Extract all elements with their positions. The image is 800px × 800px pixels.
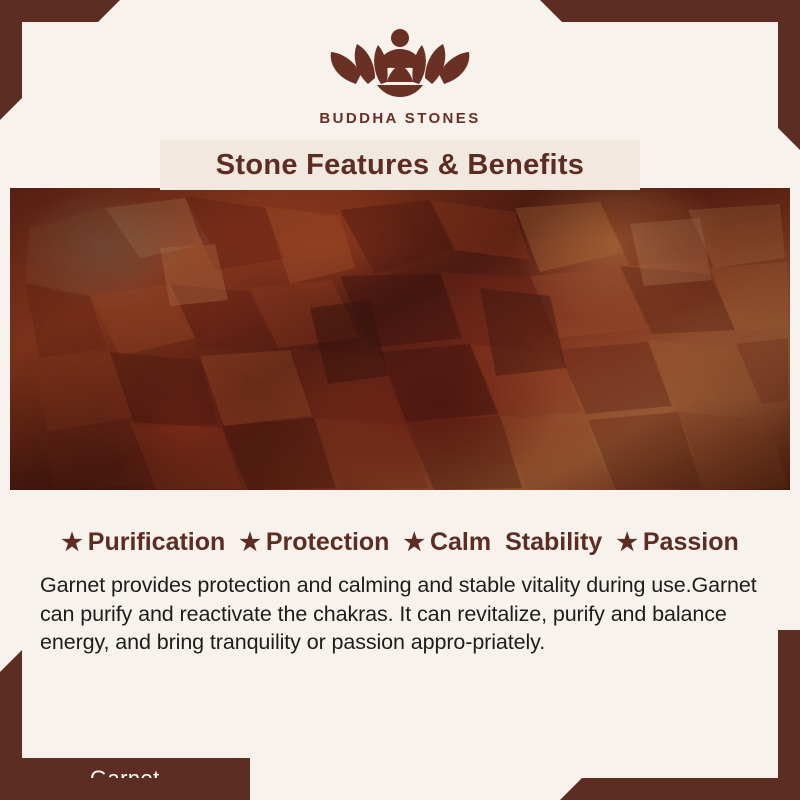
benefit-keyword	[239, 528, 389, 557]
benefit-keyword-label: Stability	[505, 528, 603, 556]
page-title: Stone Features & Benefits	[215, 148, 585, 181]
title-band	[160, 140, 640, 190]
brand-name: BUDDHA STONES	[319, 110, 481, 127]
brand-logo	[319, 22, 480, 127]
star-icon: ★	[616, 529, 638, 556]
star-icon: ★	[403, 529, 425, 556]
lotus-meditation-icon	[325, 22, 475, 108]
star-icon: ★	[61, 529, 83, 556]
frame-corner-bottom-right-vertical	[778, 630, 800, 800]
frame-corner-bottom-left-vertical	[0, 650, 22, 800]
frame-corner-top-right-vertical	[778, 0, 800, 150]
benefit-keyword	[505, 528, 602, 557]
benefit-keyword-label: Protection	[265, 528, 390, 556]
benefit-keyword	[61, 528, 225, 557]
frame-corner-bottom-left	[0, 778, 160, 800]
benefit-keyword-label: Passion	[642, 528, 739, 556]
garnet-photo	[10, 188, 790, 490]
benefit-keyword	[616, 528, 738, 557]
photo-vignette	[10, 188, 790, 490]
frame-corner-top-right	[540, 0, 800, 22]
benefit-keyword-label: Purification	[87, 528, 226, 556]
benefit-keyword-label: Calm	[429, 528, 492, 556]
benefit-keyword	[403, 528, 491, 557]
benefit-keywords	[40, 528, 760, 557]
benefits-section	[10, 510, 790, 657]
benefits-description: Garnet provides protection and calming and stable vitality during use.Garnet can purify and reactivate the chakras. It can revitalize, purify and balance energy, and bring tranquility or passion appro-priately.	[40, 573, 757, 655]
frame-corner-bottom-right	[560, 778, 800, 800]
star-icon: ★	[239, 529, 261, 556]
